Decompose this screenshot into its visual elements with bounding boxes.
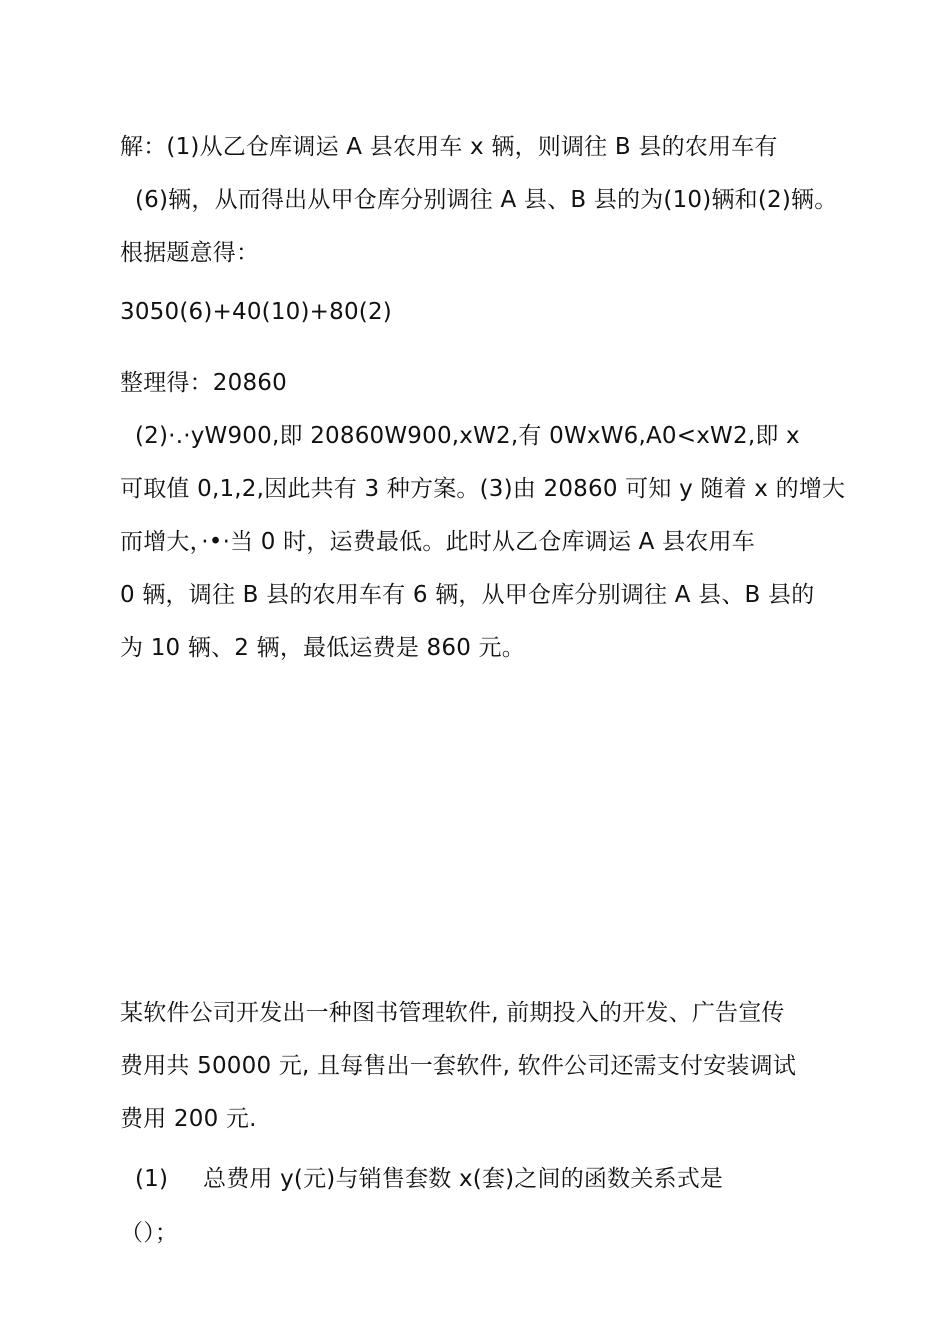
solution-line-6: (2)·.·yW900,即 20860W900,xW2,有 0WxW6,A0<xW2,即 x bbox=[135, 423, 800, 449]
solution-line-2: (6)辆，从而得出从甲仓库分别调往 A 县、B 县的为(10)辆和(2)辆。 bbox=[135, 187, 838, 213]
solution-line-9: 0 辆，调往 B 县的农用车有 6 辆，从甲仓库分别调往 A 县、B 县的 bbox=[120, 582, 815, 608]
solution-line-7: 可取值 0,1,2,因此共有 3 种方案。(3)由 20860 可知 y 随着 x 的增大 bbox=[120, 476, 846, 502]
solution-line-8: 而增大，·•·当 0 时，运费最低。此时从乙仓库调运 A 县农用车 bbox=[120, 529, 755, 555]
problem-item-1 bbox=[135, 1164, 723, 1194]
problem-line-1: 某软件公司开发出一种图书管理软件, 前期投入的开发、广告宣传 bbox=[120, 1000, 785, 1026]
problem-line-3: 费用 200 元. bbox=[120, 1106, 257, 1132]
item-text: 总费用 y(元)与销售套数 x(套)之间的函数关系式是 bbox=[203, 1166, 724, 1192]
problem-line-2: 费用共 50000 元, 且每售出一套软件, 软件公司还需支付安装调试 bbox=[120, 1053, 797, 1079]
solution-line-3: 根据题意得： bbox=[120, 240, 260, 266]
solution-line-4: 3050(6)+40(10)+80(2) bbox=[120, 299, 392, 325]
solution-line-10: 为 10 辆、2 辆，最低运费是 860 元。 bbox=[120, 635, 525, 661]
item-number: (1) bbox=[135, 1166, 169, 1192]
solution-line-1: 解：(1)从乙仓库调运 A 县农用车 x 辆，则调往 B 县的农用车有 bbox=[120, 134, 778, 160]
solution-line-5: 整理得：20860 bbox=[120, 370, 287, 396]
answer-blank: （）； bbox=[120, 1220, 179, 1246]
